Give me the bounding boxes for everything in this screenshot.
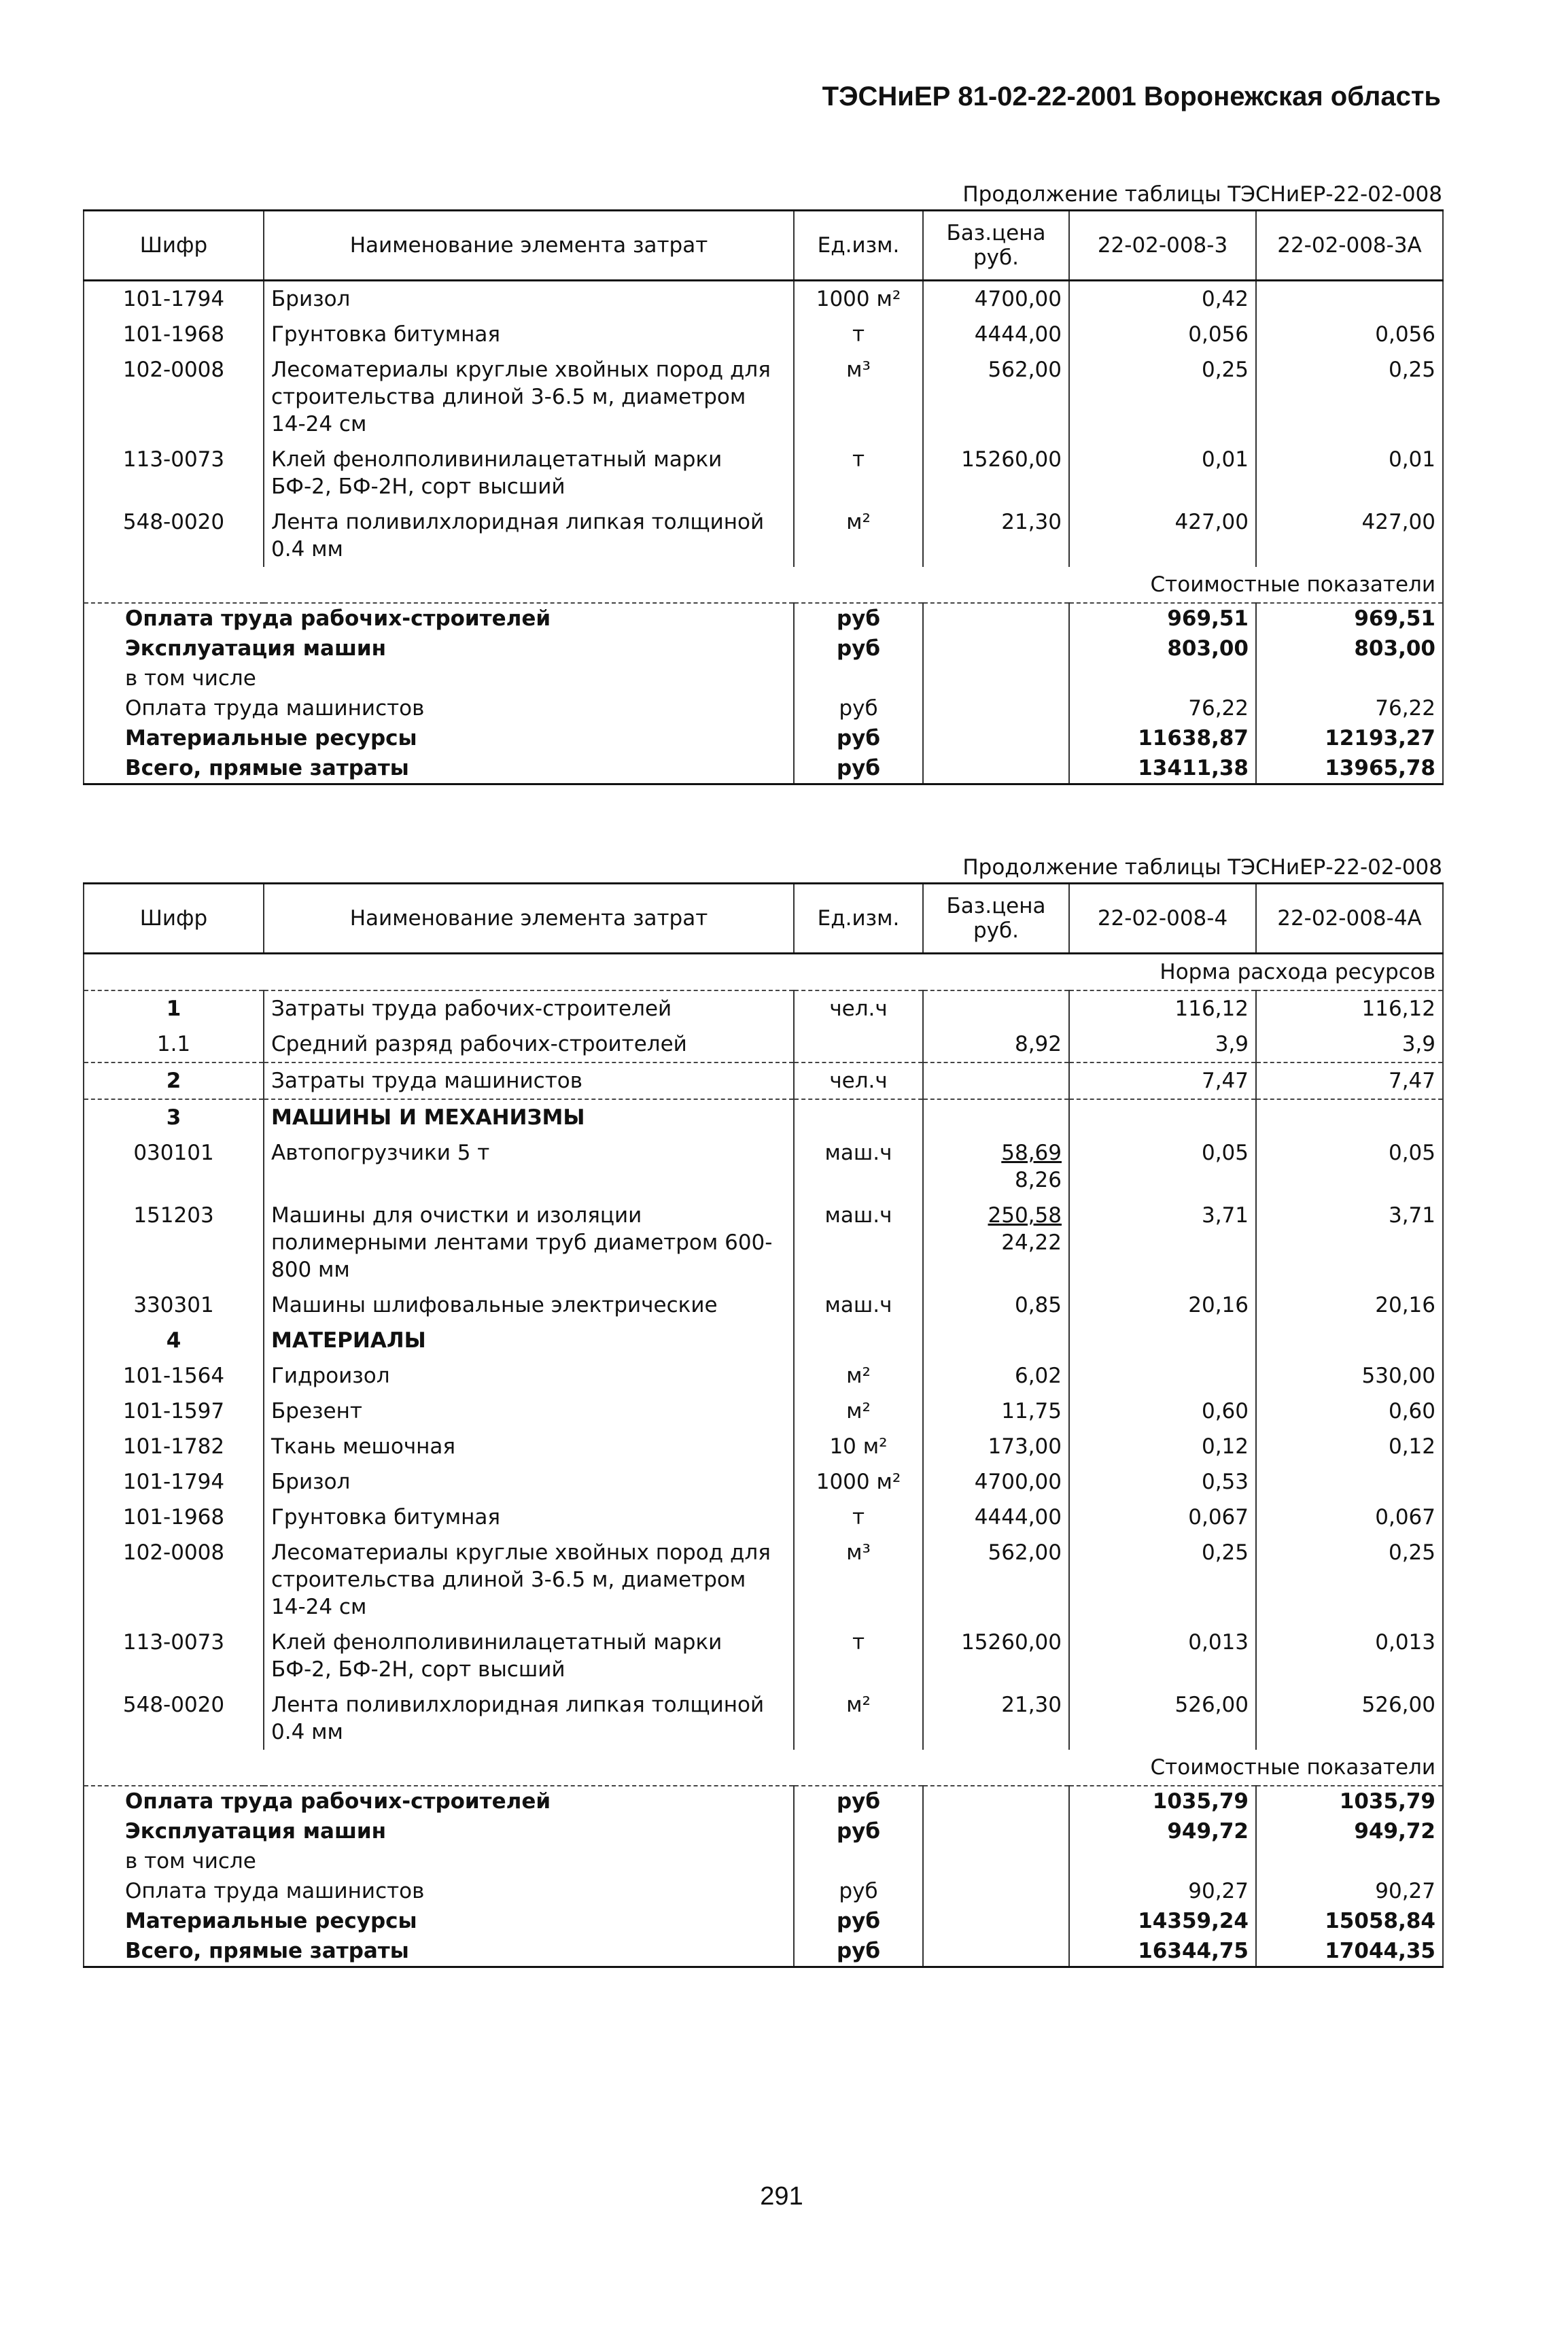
row-price: 15260,00 <box>923 1625 1069 1687</box>
table-row <box>84 1535 1443 1625</box>
summary-row <box>84 603 1443 634</box>
summary-label: Оплата труда рабочих-строителей <box>84 1786 794 1816</box>
summary-value-1 <box>1069 1846 1256 1876</box>
row-unit: м³ <box>794 352 923 442</box>
page-number: 291 <box>760 2182 803 2211</box>
row-value-2: 3,71 <box>1256 1198 1443 1288</box>
row-code: 3 <box>84 1099 264 1135</box>
summary-unit <box>794 1846 923 1876</box>
table-row <box>84 1135 1443 1198</box>
row-unit: чел.ч <box>794 990 923 1026</box>
row-code: 548-0020 <box>84 504 264 567</box>
row-unit: маш.ч <box>794 1198 923 1288</box>
row-code: 113-0073 <box>84 1625 264 1687</box>
row-value-1: 0,53 <box>1069 1464 1256 1500</box>
row-value-1: 0,05 <box>1069 1135 1256 1198</box>
summary-row <box>84 753 1443 784</box>
row-value-1: 116,12 <box>1069 990 1256 1026</box>
summary-value-2: 969,51 <box>1256 603 1443 634</box>
row-unit <box>794 1099 923 1135</box>
summary-value-1: 969,51 <box>1069 603 1256 634</box>
row-value-2 <box>1256 1099 1443 1135</box>
row-value-1: 0,056 <box>1069 317 1256 352</box>
table2 <box>83 882 1444 1968</box>
table-row <box>84 990 1443 1026</box>
summary-value-1: 11638,87 <box>1069 723 1256 753</box>
summary-value-1 <box>1069 663 1256 693</box>
table-row <box>84 442 1443 504</box>
row-price <box>923 1062 1069 1099</box>
row-code: 102-0008 <box>84 352 264 442</box>
table-row <box>84 1323 1443 1358</box>
summary-value-2 <box>1256 1846 1443 1876</box>
table-row <box>84 1464 1443 1500</box>
row-unit: м² <box>794 1358 923 1394</box>
row-value-2: 0,01 <box>1256 442 1443 504</box>
table-row <box>84 1625 1443 1687</box>
col-price-header: Баз.цена руб. <box>923 211 1069 281</box>
row-value-2 <box>1256 1464 1443 1500</box>
row-price: 8,92 <box>923 1026 1069 1062</box>
summary-value-1: 949,72 <box>1069 1816 1256 1846</box>
row-unit <box>794 1026 923 1062</box>
table-row <box>84 1099 1443 1135</box>
summary-unit: руб <box>794 1876 923 1906</box>
table-row <box>84 1687 1443 1750</box>
table-row <box>84 1500 1443 1535</box>
summary-row <box>84 1786 1443 1816</box>
row-price: 15260,00 <box>923 442 1069 504</box>
row-value-1: 526,00 <box>1069 1687 1256 1750</box>
summary-value-2: 15058,84 <box>1256 1906 1443 1936</box>
row-value-2: 530,00 <box>1256 1358 1443 1394</box>
summary-empty <box>923 693 1069 723</box>
col-name-header: Наименование элемента затрат <box>264 884 794 954</box>
summary-label: Материальные ресурсы <box>84 723 794 753</box>
row-code: 1 <box>84 990 264 1026</box>
row-value-1: 0,60 <box>1069 1394 1256 1429</box>
row-price: 0,85 <box>923 1288 1069 1323</box>
row-code: 101-1794 <box>84 281 264 317</box>
page-header: ТЭСНиЕР 81-02-22-2001 Воронежская область <box>822 82 1441 111</box>
row-code: 330301 <box>84 1288 264 1323</box>
row-unit: маш.ч <box>794 1135 923 1198</box>
row-name: Бризол <box>264 281 794 317</box>
row-value-1: 0,067 <box>1069 1500 1256 1535</box>
summary-value-2: 803,00 <box>1256 634 1443 663</box>
summary-label: в том числе <box>84 1846 794 1876</box>
row-unit: м³ <box>794 1535 923 1625</box>
row-price: 4444,00 <box>923 317 1069 352</box>
summary-row <box>84 634 1443 663</box>
summary-value-1: 76,22 <box>1069 693 1256 723</box>
summary-empty <box>923 634 1069 663</box>
table-row <box>84 1198 1443 1288</box>
summary-value-1: 16344,75 <box>1069 1936 1256 1967</box>
summary-label: Всего, прямые затраты <box>84 1936 794 1967</box>
col-unit-header: Ед.изм. <box>794 211 923 281</box>
row-name: Затраты труда рабочих-строителей <box>264 990 794 1026</box>
row-value-2: 0,12 <box>1256 1429 1443 1464</box>
summary-unit: руб <box>794 1906 923 1936</box>
row-name: Машины для очистки и изоляции полимерными лентами труб диаметром 600-800 мм <box>264 1198 794 1288</box>
row-code: 101-1968 <box>84 1500 264 1535</box>
summary-unit <box>794 663 923 693</box>
summary-unit: руб <box>794 1816 923 1846</box>
col-v2-header: 22-02-008-3А <box>1256 211 1443 281</box>
summary-row <box>84 1906 1443 1936</box>
row-price <box>923 990 1069 1026</box>
row-code: 030101 <box>84 1135 264 1198</box>
table1-header-row <box>84 211 1443 281</box>
row-price <box>923 1198 1069 1288</box>
summary-row <box>84 1876 1443 1906</box>
row-name: Лесоматериалы круглые хвойных пород для строительства длиной 3-6.5 м, диаметром 14-24 см <box>264 1535 794 1625</box>
summary-empty <box>923 723 1069 753</box>
row-name: Лесоматериалы круглые хвойных пород для строительства длиной 3-6.5 м, диаметром 14-24 см <box>264 352 794 442</box>
summary-value-1: 90,27 <box>1069 1876 1256 1906</box>
row-price: 562,00 <box>923 352 1069 442</box>
summary-label: Оплата труда рабочих-строителей <box>84 603 794 634</box>
row-price <box>923 1323 1069 1358</box>
row-value-2 <box>1256 1323 1443 1358</box>
row-code: 101-1564 <box>84 1358 264 1394</box>
table1 <box>83 209 1444 785</box>
summary-row <box>84 723 1443 753</box>
row-value-2 <box>1256 281 1443 317</box>
row-price: 4700,00 <box>923 1464 1069 1500</box>
row-unit: чел.ч <box>794 1062 923 1099</box>
row-value-1: 427,00 <box>1069 504 1256 567</box>
col-v1-header: 22-02-008-4 <box>1069 884 1256 954</box>
summary-empty <box>923 753 1069 784</box>
section-label-text: Норма расхода ресурсов <box>84 954 1443 991</box>
summary-row <box>84 1816 1443 1846</box>
row-unit: т <box>794 1625 923 1687</box>
row-price <box>923 1135 1069 1198</box>
table-row <box>84 317 1443 352</box>
row-unit: м² <box>794 1394 923 1429</box>
table-row <box>84 1062 1443 1099</box>
summary-unit: руб <box>794 603 923 634</box>
col-v2-header: 22-02-008-4А <box>1256 884 1443 954</box>
summary-value-2: 949,72 <box>1256 1816 1443 1846</box>
row-value-2: 20,16 <box>1256 1288 1443 1323</box>
table-row <box>84 504 1443 567</box>
summary-empty <box>923 1816 1069 1846</box>
row-price: 11,75 <box>923 1394 1069 1429</box>
table1-caption: Продолжение таблицы ТЭСНиЕР-22-02-008 <box>962 182 1442 207</box>
row-unit: т <box>794 317 923 352</box>
row-value-1: 7,47 <box>1069 1062 1256 1099</box>
row-price: 173,00 <box>923 1429 1069 1464</box>
col-code-header: Шифр <box>84 211 264 281</box>
col-price-header: Баз.цена руб. <box>923 884 1069 954</box>
row-unit: т <box>794 1500 923 1535</box>
col-v1-header: 22-02-008-3 <box>1069 211 1256 281</box>
row-price: 21,30 <box>923 1687 1069 1750</box>
row-name: Лента поливилхлоридная липкая толщиной 0.4 мм <box>264 1687 794 1750</box>
summary-label: Эксплуатация машин <box>84 634 794 663</box>
summary-label: Оплата труда машинистов <box>84 1876 794 1906</box>
row-value-2: 0,056 <box>1256 317 1443 352</box>
row-code: 101-1968 <box>84 317 264 352</box>
summary-unit: руб <box>794 723 923 753</box>
row-code: 101-1782 <box>84 1429 264 1464</box>
table-row <box>84 1358 1443 1394</box>
row-value-1 <box>1069 1358 1256 1394</box>
table-row <box>84 1429 1443 1464</box>
row-value-2: 0,05 <box>1256 1135 1443 1198</box>
row-value-1: 20,16 <box>1069 1288 1256 1323</box>
summary-value-2 <box>1256 663 1443 693</box>
row-value-1: 0,25 <box>1069 352 1256 442</box>
row-name: МАТЕРИАЛЫ <box>264 1323 794 1358</box>
row-name: Затраты труда машинистов <box>264 1062 794 1099</box>
row-price-operator-wage: 24,22 <box>1001 1230 1062 1255</box>
summary-unit: руб <box>794 693 923 723</box>
row-value-2: 427,00 <box>1256 504 1443 567</box>
summary-value-2: 1035,79 <box>1256 1786 1443 1816</box>
summary-value-2: 76,22 <box>1256 693 1443 723</box>
cost-indicators-label <box>84 1750 1443 1786</box>
table-row <box>84 1026 1443 1062</box>
summary-label: Оплата труда машинистов <box>84 693 794 723</box>
summary-value-2: 17044,35 <box>1256 1936 1443 1967</box>
col-unit-header: Ед.изм. <box>794 884 923 954</box>
row-code: 2 <box>84 1062 264 1099</box>
row-unit: маш.ч <box>794 1288 923 1323</box>
summary-value-1: 14359,24 <box>1069 1906 1256 1936</box>
row-value-1: 0,013 <box>1069 1625 1256 1687</box>
row-value-2: 0,60 <box>1256 1394 1443 1429</box>
row-price <box>923 1099 1069 1135</box>
row-name: МАШИНЫ И МЕХАНИЗМЫ <box>264 1099 794 1135</box>
summary-value-2: 90,27 <box>1256 1876 1443 1906</box>
row-unit: т <box>794 442 923 504</box>
row-value-1: 0,12 <box>1069 1429 1256 1464</box>
row-price: 562,00 <box>923 1535 1069 1625</box>
row-price-total: 250,58 <box>988 1203 1062 1228</box>
row-name: Средний разряд рабочих-строителей <box>264 1026 794 1062</box>
row-name: Грунтовка битумная <box>264 1500 794 1535</box>
resource-norms-label <box>84 954 1443 991</box>
row-name: Бризол <box>264 1464 794 1500</box>
row-name: Автопогрузчики 5 т <box>264 1135 794 1198</box>
summary-empty <box>923 1786 1069 1816</box>
summary-empty <box>923 1876 1069 1906</box>
row-code: 102-0008 <box>84 1535 264 1625</box>
summary-label: в том числе <box>84 663 794 693</box>
summary-empty <box>923 603 1069 634</box>
summary-empty <box>923 663 1069 693</box>
row-name: Гидроизол <box>264 1358 794 1394</box>
table-row <box>84 1394 1443 1429</box>
row-price: 4700,00 <box>923 281 1069 317</box>
row-value-1 <box>1069 1323 1256 1358</box>
row-unit: м² <box>794 1687 923 1750</box>
row-code: 151203 <box>84 1198 264 1288</box>
col-name-header: Наименование элемента затрат <box>264 211 794 281</box>
table2-caption: Продолжение таблицы ТЭСНиЕР-22-02-008 <box>962 855 1442 880</box>
row-name: Лента поливилхлоридная липкая толщиной 0.4 мм <box>264 504 794 567</box>
summary-value-2: 12193,27 <box>1256 723 1443 753</box>
row-value-2: 526,00 <box>1256 1687 1443 1750</box>
summary-empty <box>923 1936 1069 1967</box>
summary-label: Всего, прямые затраты <box>84 753 794 784</box>
row-value-2: 7,47 <box>1256 1062 1443 1099</box>
cost-indicators-label <box>84 567 1443 603</box>
summary-unit: руб <box>794 1936 923 1967</box>
row-unit: 10 м² <box>794 1429 923 1464</box>
row-code: 4 <box>84 1323 264 1358</box>
row-name: Грунтовка битумная <box>264 317 794 352</box>
row-price-total: 58,69 <box>1001 1141 1062 1165</box>
summary-row <box>84 663 1443 693</box>
summary-empty <box>923 1846 1069 1876</box>
table-row <box>84 1288 1443 1323</box>
summary-value-1: 803,00 <box>1069 634 1256 663</box>
summary-row <box>84 1846 1443 1876</box>
row-value-2: 116,12 <box>1256 990 1443 1026</box>
row-unit: 1000 м² <box>794 1464 923 1500</box>
summary-value-1: 1035,79 <box>1069 1786 1256 1816</box>
table2-header-row <box>84 884 1443 954</box>
row-code: 101-1597 <box>84 1394 264 1429</box>
row-price: 4444,00 <box>923 1500 1069 1535</box>
row-name: Ткань мешочная <box>264 1429 794 1464</box>
row-value-1: 3,71 <box>1069 1198 1256 1288</box>
summary-row <box>84 693 1443 723</box>
row-value-2: 3,9 <box>1256 1026 1443 1062</box>
row-name: Клей фенолполивинилацетатный марки БФ-2, БФ-2Н, сорт высший <box>264 1625 794 1687</box>
row-name: Машины шлифовальные электрические <box>264 1288 794 1323</box>
row-value-2: 0,25 <box>1256 352 1443 442</box>
row-price: 6,02 <box>923 1358 1069 1394</box>
row-code: 113-0073 <box>84 442 264 504</box>
summary-unit: руб <box>794 1786 923 1816</box>
row-price: 21,30 <box>923 504 1069 567</box>
row-unit <box>794 1323 923 1358</box>
summary-label: Материальные ресурсы <box>84 1906 794 1936</box>
section-label-text: Стоимостные показатели <box>84 567 1443 603</box>
row-code: 548-0020 <box>84 1687 264 1750</box>
summary-value-2: 13965,78 <box>1256 753 1443 784</box>
row-name: Клей фенолполивинилацетатный марки БФ-2, БФ-2Н, сорт высший <box>264 442 794 504</box>
row-name: Брезент <box>264 1394 794 1429</box>
table-row <box>84 352 1443 442</box>
summary-unit: руб <box>794 753 923 784</box>
summary-value-1: 13411,38 <box>1069 753 1256 784</box>
row-price-operator-wage: 8,26 <box>1014 1168 1062 1192</box>
row-value-1: 0,01 <box>1069 442 1256 504</box>
row-value-1: 0,42 <box>1069 281 1256 317</box>
summary-label: Эксплуатация машин <box>84 1816 794 1846</box>
row-value-1: 0,25 <box>1069 1535 1256 1625</box>
row-value-1 <box>1069 1099 1256 1135</box>
row-unit: м² <box>794 504 923 567</box>
row-value-2: 0,25 <box>1256 1535 1443 1625</box>
table-row <box>84 281 1443 317</box>
row-code: 1.1 <box>84 1026 264 1062</box>
row-unit: 1000 м² <box>794 281 923 317</box>
section-label-text: Стоимостные показатели <box>84 1750 1443 1786</box>
row-value-2: 0,067 <box>1256 1500 1443 1535</box>
col-code-header: Шифр <box>84 884 264 954</box>
summary-unit: руб <box>794 634 923 663</box>
summary-row <box>84 1936 1443 1967</box>
row-code: 101-1794 <box>84 1464 264 1500</box>
summary-empty <box>923 1906 1069 1936</box>
row-value-1: 3,9 <box>1069 1026 1256 1062</box>
row-value-2: 0,013 <box>1256 1625 1443 1687</box>
